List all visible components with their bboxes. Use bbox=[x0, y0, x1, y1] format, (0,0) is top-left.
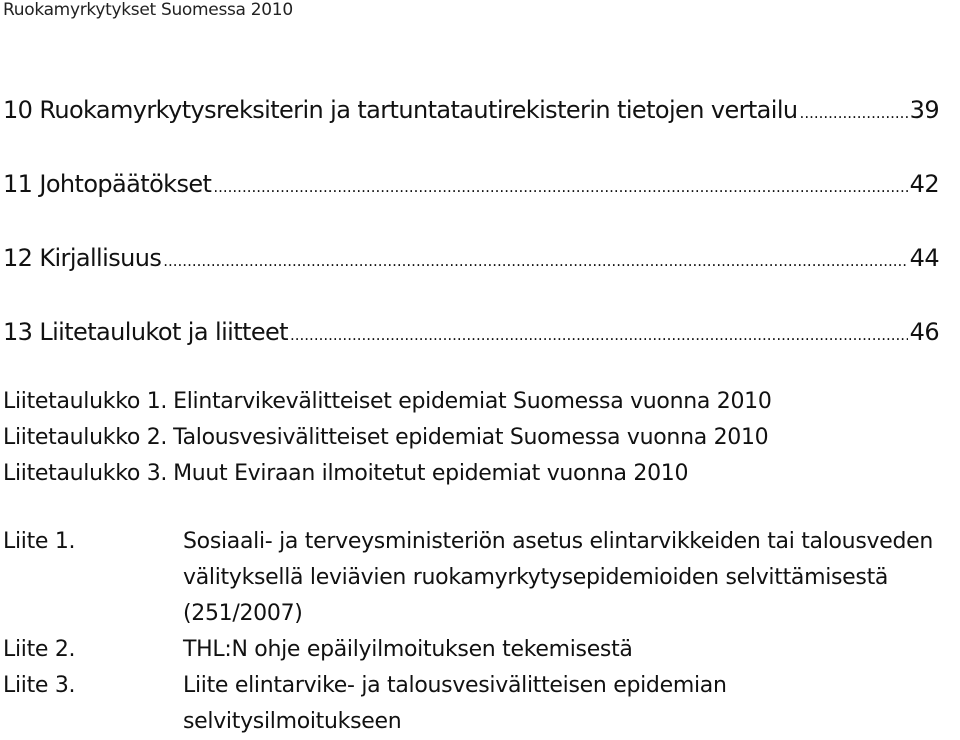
appendix-table-entry[interactable] bbox=[3, 384, 772, 420]
dot-leader bbox=[213, 178, 907, 196]
appendix-title: THL:N ohje epäilyilmoituksen tekemisestä bbox=[183, 637, 633, 662]
appendix-entry[interactable] bbox=[3, 668, 933, 740]
toc-entry-title: Ruokamyrkytysreksiterin ja tartuntatautirekisterin tietojen vertailu bbox=[39, 96, 798, 124]
toc-entry-page: 42 bbox=[909, 170, 939, 198]
appendix-title: Sosiaali- ja terveysministeriön asetus elintarvikkeiden tai talousveden välityksellä leviävien ruokamyrkytysepidemioiden selvittämisestä (251/2007) bbox=[183, 529, 933, 626]
appendix-label: Liite 2. bbox=[3, 637, 76, 662]
toc-entry-page: 44 bbox=[909, 244, 939, 272]
dot-leader bbox=[290, 326, 908, 344]
appendix-table-title: Talousvesivälitteiset epidemiat Suomessa vuonna 2010 bbox=[173, 425, 769, 450]
toc-entry[interactable] bbox=[3, 244, 939, 281]
toc-entry[interactable] bbox=[3, 96, 939, 133]
appendix-title: Liite elintarvike- ja talousvesivälitteisen epidemian selvitysilmoitukseen bbox=[183, 673, 727, 734]
toc-entry-number: 12 bbox=[3, 244, 33, 272]
appendix-entry[interactable] bbox=[3, 632, 933, 668]
appendix-table-label: Liitetaulukko 2. bbox=[3, 425, 168, 450]
toc-entry[interactable] bbox=[3, 170, 939, 207]
appendix-table-label: Liitetaulukko 1. bbox=[3, 389, 168, 414]
table-of-contents bbox=[3, 96, 939, 392]
appendix-label: Liite 3. bbox=[3, 673, 76, 698]
toc-entry-title: Johtopäätökset bbox=[39, 170, 212, 198]
appendix-table-label: Liitetaulukko 3. bbox=[3, 461, 168, 486]
appendices-list bbox=[3, 524, 933, 740]
running-header: Ruokamyrkytykset Suomessa 2010 bbox=[3, 0, 293, 20]
toc-entry-number: 10 bbox=[3, 96, 33, 124]
appendix-label: Liite 1. bbox=[3, 529, 76, 554]
appendix-table-title: Elintarvikevälitteiset epidemiat Suomessa vuonna 2010 bbox=[173, 389, 772, 414]
toc-entry-page: 39 bbox=[909, 96, 939, 124]
toc-entry-page: 46 bbox=[909, 318, 939, 346]
appendix-table-title: Muut Eviraan ilmoitetut epidemiat vuonna 2010 bbox=[173, 461, 689, 486]
dot-leader bbox=[163, 252, 907, 270]
appendix-table-entry[interactable] bbox=[3, 456, 772, 492]
toc-entry-number: 13 bbox=[3, 318, 33, 346]
appendix-entry[interactable] bbox=[3, 524, 933, 632]
toc-entry-title: Liitetaulukot ja liitteet bbox=[39, 318, 288, 346]
toc-entry-title: Kirjallisuus bbox=[39, 244, 162, 272]
dot-leader bbox=[800, 104, 908, 122]
toc-entry[interactable] bbox=[3, 318, 939, 355]
appendix-table-entry[interactable] bbox=[3, 420, 772, 456]
toc-entry-number: 11 bbox=[3, 170, 33, 198]
appendix-tables-list bbox=[3, 384, 772, 492]
